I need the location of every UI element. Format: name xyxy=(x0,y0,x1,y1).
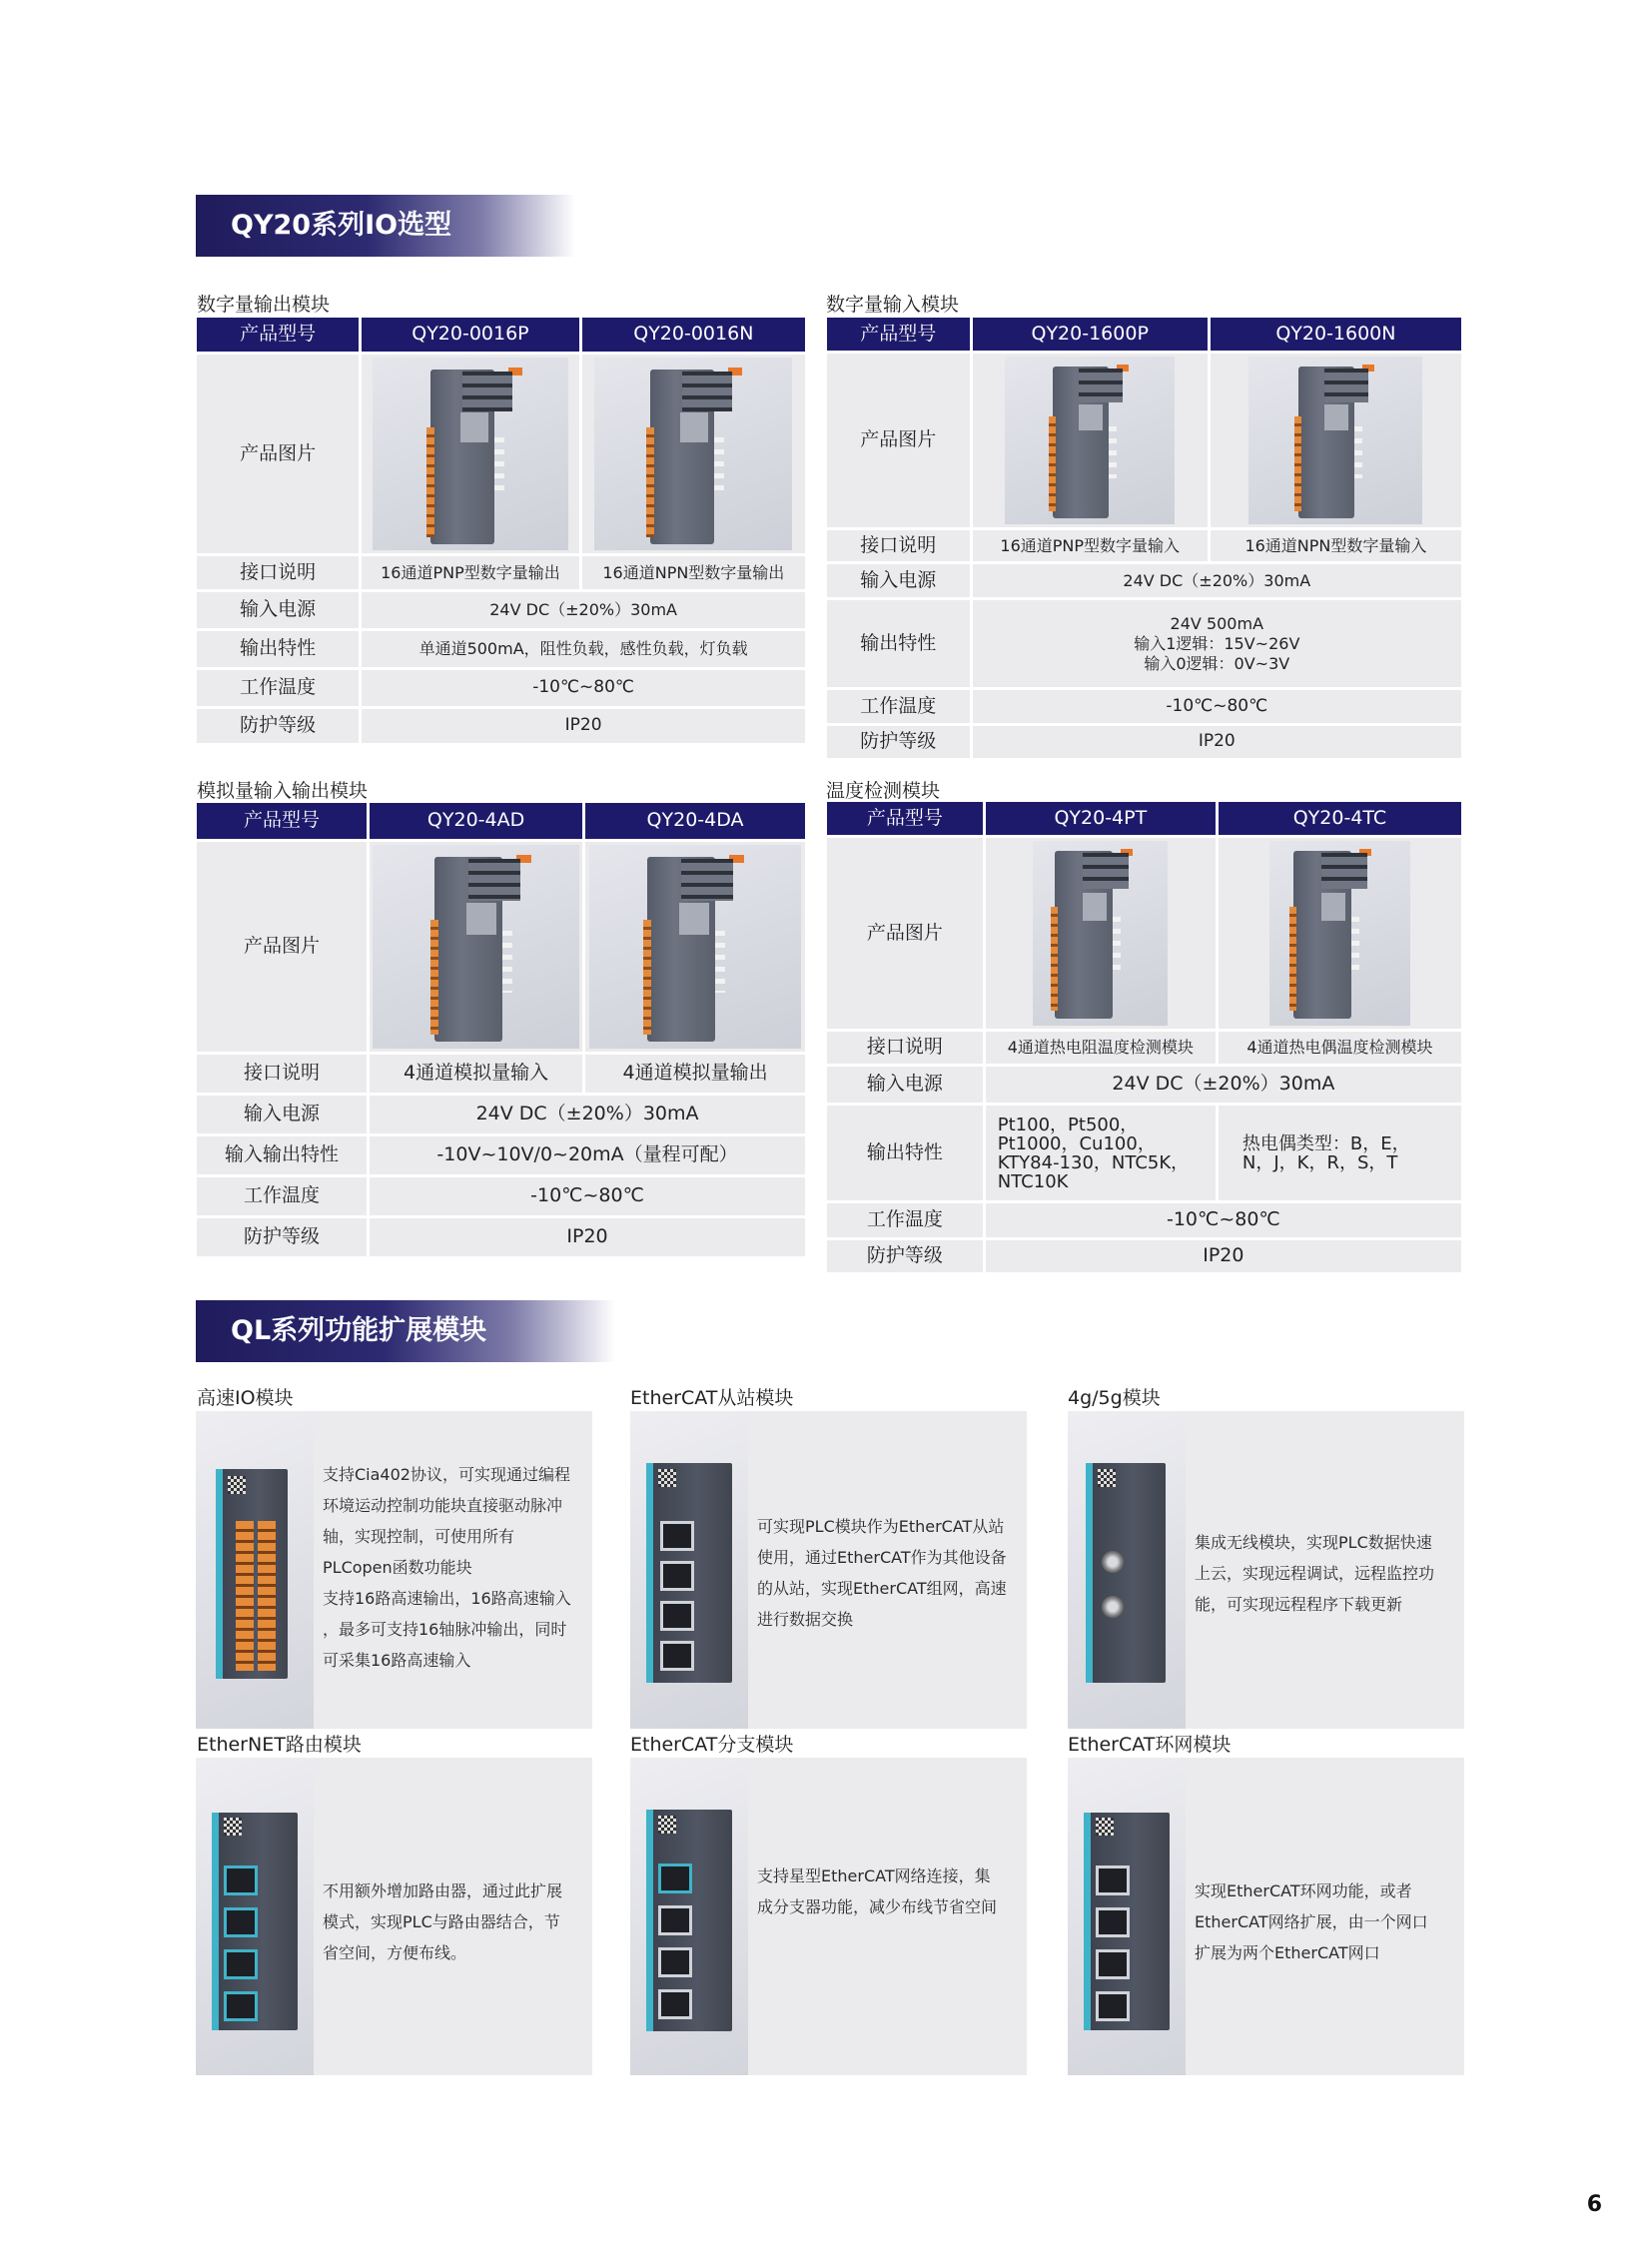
power-label: 输入电源 xyxy=(197,1096,367,1133)
ql-card-title-ethercat-slave: EtherCAT从站模块 xyxy=(630,1387,794,1409)
ql-card-highspeed-io xyxy=(196,1411,592,1729)
image-row-label: 产品图片 xyxy=(827,838,983,1029)
interface-4ad: 4通道模拟量输入 xyxy=(370,1055,582,1093)
desc-line: 上云，实现远程调试，远程监控功 xyxy=(1195,1564,1435,1583)
product-image-0016n xyxy=(582,355,805,553)
interface-4tc: 4通道热电偶温度检测模块 xyxy=(1219,1032,1461,1064)
page-number: 6 xyxy=(1586,2192,1602,2217)
product-image-1600p xyxy=(973,354,1208,527)
output-4tc: 热电偶类型：B，E，N，J，K，R，S，T xyxy=(1219,1106,1461,1200)
ethernet-router-desc xyxy=(323,1875,587,1968)
power-label: 输入电源 xyxy=(197,592,359,628)
header-model-4tc: QY20-4TC xyxy=(1219,802,1461,835)
ql-card-title-4g5g: 4g/5g模块 xyxy=(1068,1387,1161,1409)
digital-out-table xyxy=(194,315,808,746)
ethercat-slave-image xyxy=(630,1411,748,1729)
interface-4pt: 4通道热电阻温度检测模块 xyxy=(986,1032,1216,1064)
4g5g-image xyxy=(1068,1411,1186,1729)
desc-line: 可实现PLC模块作为EtherCAT从站 xyxy=(757,1517,1005,1536)
desc-line: 进行数据交换 xyxy=(757,1610,854,1629)
temp-label: 工作温度 xyxy=(197,670,359,706)
header-model-label: 产品型号 xyxy=(827,318,970,351)
temp-value: -10℃~80℃ xyxy=(370,1177,805,1215)
ql-section-banner xyxy=(196,1300,615,1362)
ql-card-4g5g xyxy=(1068,1411,1464,1729)
ql-card-ethercat-ring xyxy=(1068,1758,1464,2075)
output-line-3: 输入0逻辑：0V~3V xyxy=(1144,653,1290,673)
ip-value: IP20 xyxy=(370,1218,805,1256)
interface-0016n: 16通道NPN型数字量输出 xyxy=(582,556,805,589)
ip-label: 防护等级 xyxy=(827,1240,983,1272)
qy20-banner-text: QY20系列IO选型 xyxy=(231,210,452,241)
product-image-4tc xyxy=(1219,838,1461,1029)
highspeed-io-desc xyxy=(323,1459,587,1676)
ql-card-ethercat-branch xyxy=(630,1758,1027,2075)
output-line-1: 24V 500mA xyxy=(1170,613,1264,633)
power-value: 24V DC（±20%）30mA xyxy=(362,592,805,628)
product-image-4ad xyxy=(370,842,582,1052)
output-line-2: 输入1逻辑：15V~26V xyxy=(1134,633,1300,653)
io-label: 输入输出特性 xyxy=(197,1136,367,1174)
header-model-4ad: QY20-4AD xyxy=(370,803,582,839)
header-model-1600p: QY20-1600P xyxy=(973,318,1208,351)
interface-0016p: 16通道PNP型数字量输出 xyxy=(362,556,578,589)
ql-banner-text: QL系列功能扩展模块 xyxy=(231,1315,487,1346)
desc-line: 支持星型EtherCAT网络连接，集 xyxy=(757,1867,991,1885)
digital-out-title: 数字量输出模块 xyxy=(197,294,331,316)
desc-line: 集成无线模块，实现PLC数据快速 xyxy=(1195,1533,1432,1552)
output-4pt: Pt100，Pt500，Pt1000，Cu100，KTY84-130，NTC5K，NTC10K xyxy=(986,1106,1216,1200)
desc-line: 支持Cia402协议，可实现通过编程 xyxy=(323,1465,570,1484)
ql-card-title-ethercat-branch: EtherCAT分支模块 xyxy=(630,1734,794,1756)
image-row-label: 产品图片 xyxy=(827,354,970,527)
desc-line: 能，可实现远程程序下载更新 xyxy=(1195,1595,1403,1614)
ql-card-title-highspeed-io: 高速IO模块 xyxy=(197,1387,294,1409)
digital-in-title: 数字量输入模块 xyxy=(826,294,960,316)
qy20-section-banner xyxy=(196,195,575,257)
interface-label: 接口说明 xyxy=(197,1055,367,1093)
output-label: 输出特性 xyxy=(197,631,359,667)
power-value: 24V DC（±20%）30mA xyxy=(973,564,1461,597)
desc-line: 的从站，实现EtherCAT组网，高速 xyxy=(757,1579,1007,1598)
analog-table xyxy=(194,800,808,1259)
output-value xyxy=(973,600,1461,687)
ip-label: 防护等级 xyxy=(197,1218,367,1256)
temp-value: -10℃~80℃ xyxy=(973,690,1461,723)
desc-line: 可采集16路高速输入 xyxy=(323,1651,471,1670)
io-value: -10V~10V/0~20mA（量程可配） xyxy=(370,1136,805,1174)
desc-line: 省空间，方便布线。 xyxy=(323,1943,467,1962)
desc-line: 轴，实现控制，可使用所有 xyxy=(323,1527,515,1546)
ethercat-ring-desc xyxy=(1195,1875,1459,1968)
header-model-4da: QY20-4DA xyxy=(585,803,805,839)
header-model-4pt: QY20-4PT xyxy=(986,802,1216,835)
temp-label: 工作温度 xyxy=(197,1177,367,1215)
output-value: 单通道500mA，阻性负载，感性负载，灯负载 xyxy=(362,631,805,667)
highspeed-io-image xyxy=(196,1411,314,1729)
output-label: 输出特性 xyxy=(827,1106,983,1200)
product-image-4da xyxy=(585,842,805,1052)
ql-card-title-ethercat-ring: EtherCAT环网模块 xyxy=(1068,1734,1232,1756)
ip-label: 防护等级 xyxy=(197,709,359,743)
desc-line: 不用额外增加路由器，通过此扩展 xyxy=(323,1881,563,1900)
image-row-label: 产品图片 xyxy=(197,355,359,553)
temperature-table xyxy=(824,799,1464,1275)
interface-label: 接口说明 xyxy=(827,530,970,561)
output-label: 输出特性 xyxy=(827,600,970,687)
interface-label: 接口说明 xyxy=(827,1032,983,1064)
power-value: 24V DC（±20%）30mA xyxy=(986,1067,1461,1103)
ql-card-title-ethernet-router: EtherNET路由模块 xyxy=(197,1734,362,1756)
desc-line: EtherCAT网络扩展，由一个网口 xyxy=(1195,1912,1428,1931)
ip-value: IP20 xyxy=(973,726,1461,758)
temp-value: -10℃~80℃ xyxy=(362,670,805,706)
header-model-label: 产品型号 xyxy=(197,803,367,839)
ql-card-ethercat-slave xyxy=(630,1411,1027,1729)
digital-in-table xyxy=(824,315,1464,761)
header-model-label: 产品型号 xyxy=(197,318,359,352)
ip-label: 防护等级 xyxy=(827,726,970,758)
header-model-0016p: QY20-0016P xyxy=(362,318,578,352)
desc-line: 使用，通过EtherCAT作为其他设备 xyxy=(757,1548,1007,1567)
power-label: 输入电源 xyxy=(827,1067,983,1103)
desc-line: PLCopen函数功能块 xyxy=(323,1558,472,1577)
ethercat-branch-desc xyxy=(757,1861,1022,1922)
ethercat-branch-image xyxy=(630,1758,748,2075)
product-image-0016p xyxy=(362,355,578,553)
power-value: 24V DC（±20%）30mA xyxy=(370,1096,805,1133)
product-image-1600n xyxy=(1211,354,1461,527)
desc-line: 环境运动控制功能块直接驱动脉冲 xyxy=(323,1496,563,1515)
desc-line: 成分支器功能，减少布线节省空间 xyxy=(757,1897,998,1916)
header-model-0016n: QY20-0016N xyxy=(582,318,805,352)
ip-value: IP20 xyxy=(986,1240,1461,1272)
header-model-1600n: QY20-1600N xyxy=(1211,318,1461,351)
interface-4da: 4通道模拟量输出 xyxy=(585,1055,805,1093)
temp-label: 工作温度 xyxy=(827,1203,983,1237)
desc-line: 支持16路高速输出，16路高速输入 xyxy=(323,1589,571,1608)
product-image-4pt xyxy=(986,838,1216,1029)
interface-1600p: 16通道PNP型数字量输入 xyxy=(973,530,1208,561)
desc-line: ，最多可支持16轴脉冲输出，同时 xyxy=(323,1620,567,1639)
image-row-label: 产品图片 xyxy=(197,842,367,1052)
desc-line: 实现EtherCAT环网功能，或者 xyxy=(1195,1881,1412,1900)
desc-line: 模式，实现PLC与路由器结合，节 xyxy=(323,1912,560,1931)
power-label: 输入电源 xyxy=(827,564,970,597)
ethercat-ring-image xyxy=(1068,1758,1186,2075)
ethernet-router-image xyxy=(196,1758,314,2075)
4g5g-desc xyxy=(1195,1527,1459,1620)
temp-value: -10℃~80℃ xyxy=(986,1203,1461,1237)
analog-title: 模拟量输入输出模块 xyxy=(197,780,369,802)
temperature-title: 温度检测模块 xyxy=(826,780,941,802)
ethercat-slave-desc xyxy=(757,1511,1022,1635)
desc-line: 扩展为两个EtherCAT网口 xyxy=(1195,1943,1380,1962)
header-model-label: 产品型号 xyxy=(827,802,983,835)
interface-label: 接口说明 xyxy=(197,556,359,589)
interface-1600n: 16通道NPN型数字量输入 xyxy=(1211,530,1461,561)
ip-value: IP20 xyxy=(362,709,805,743)
temp-label: 工作温度 xyxy=(827,690,970,723)
ql-card-ethernet-router xyxy=(196,1758,592,2075)
